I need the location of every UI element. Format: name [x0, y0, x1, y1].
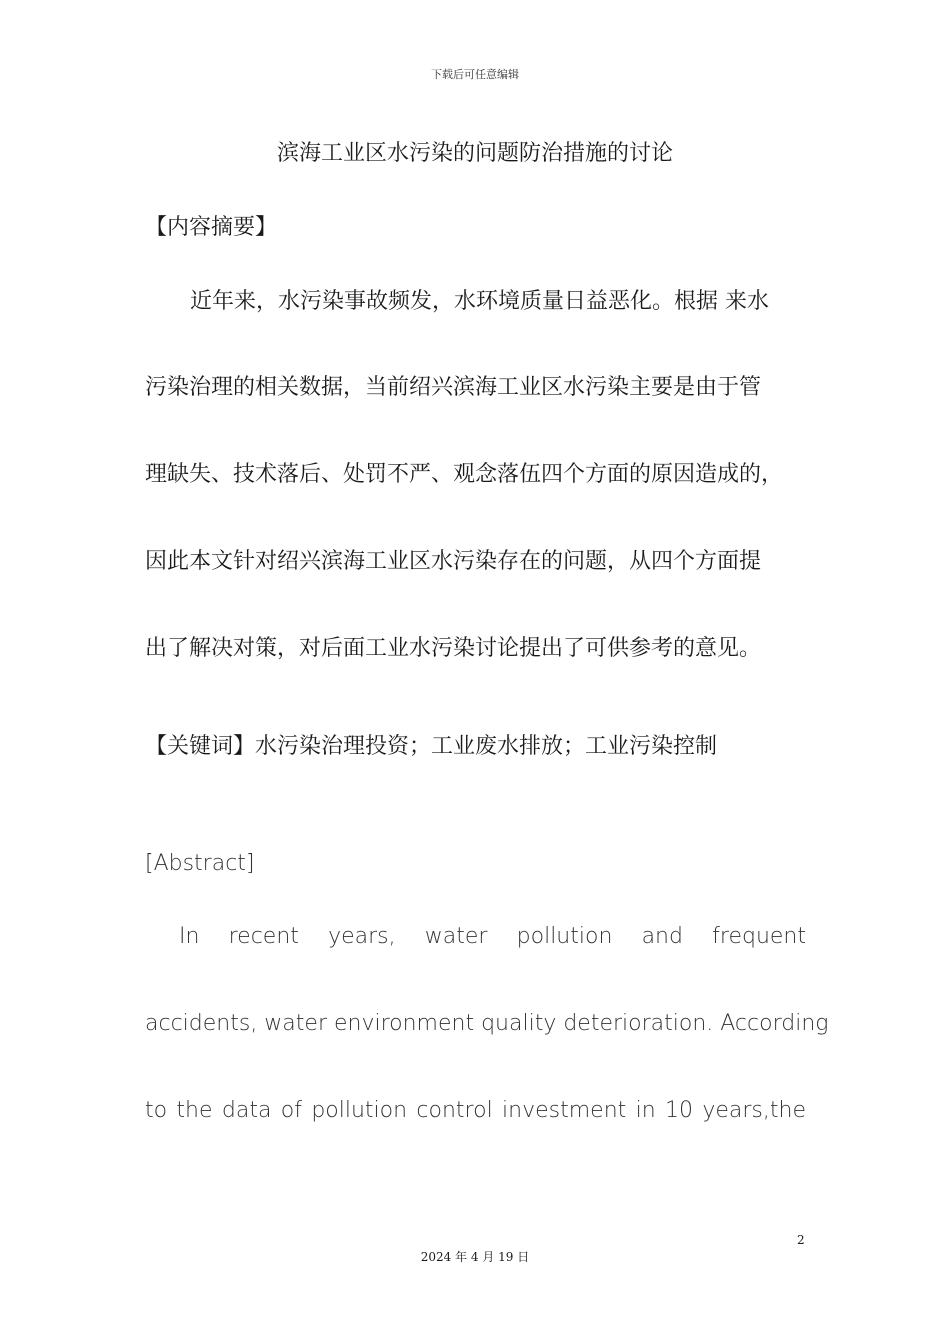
abstract-en-line: to the data of pollution control investment in 10 years,the — [145, 1098, 806, 1123]
abstract-cn-line: 出了解决对策，对后面工业水污染讨论提出了可供参考的意见。 — [145, 636, 762, 661]
footer-date: 2024 年 4 月 19 日 — [420, 1250, 530, 1264]
abstract-cn-line: 近年来，水污染事故频发，水环境质量日益恶化。根据 来水 — [190, 289, 769, 314]
abstract-cn-line: 因此本文针对绍兴滨海工业区水污染存在的问题，从四个方面提 — [145, 549, 762, 574]
header-note: 下载后可任意编辑 — [431, 68, 519, 81]
abstract-cn-line: 理缺失、技术落后、处罚不严、观念落伍四个方面的原因造成的， — [145, 462, 784, 487]
abstract-cn-heading: 【内容摘要】 — [145, 215, 278, 240]
abstract-en-heading: [Abstract] — [145, 851, 255, 876]
keywords-cn: 【关键词】水污染治理投资；工业废水排放；工业污染控制 — [145, 734, 718, 759]
abstract-cn-line: 污染治理的相关数据，当前绍兴滨海工业区水污染主要是由于管 — [145, 375, 762, 400]
abstract-en-line: In recent years, water pollution and frequent — [179, 924, 806, 949]
page-number: 2 — [797, 1233, 805, 1247]
abstract-en-line: accidents, water environment quality deterioration. According — [145, 1011, 829, 1036]
document-title: 滨海工业区水污染的问题防治措施的讨论 — [276, 141, 673, 166]
